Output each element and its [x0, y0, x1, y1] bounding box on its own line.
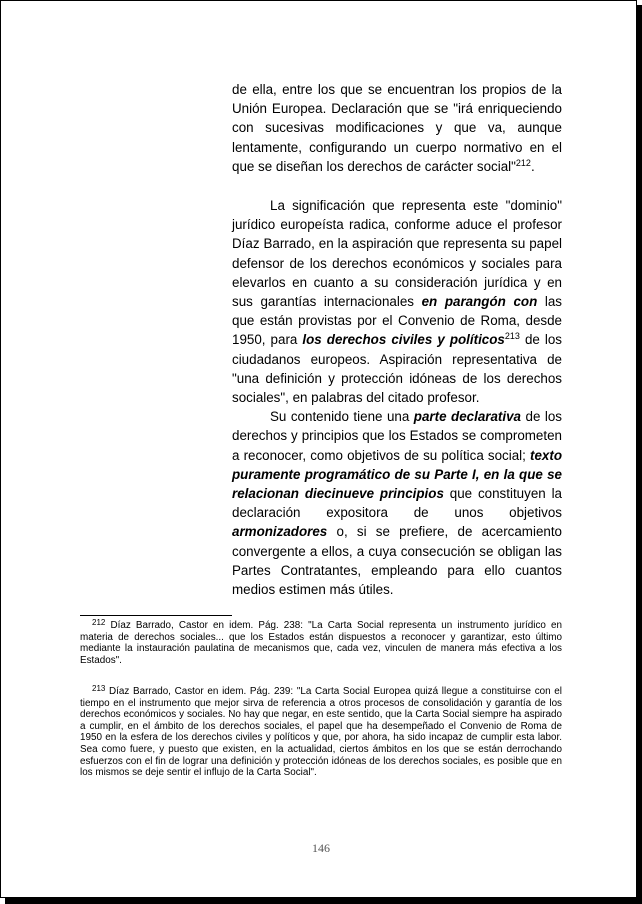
paragraph-3-text-3: que constituyen la declaración expositora de unos objetivos [232, 486, 562, 521]
paragraph-3-emphasis-1: parte declarativa [413, 409, 522, 425]
paragraph-3-emphasis-3: armonizadores [232, 524, 328, 540]
footnote-ref-213[interactable]: 213 [504, 331, 520, 342]
body-paragraph-1 [232, 80, 562, 176]
paragraph-2-text-2: las que están provistas por el Convenio de Roma, desde 1950, para [232, 294, 562, 348]
paragraph-3-text-1: Su contenido tiene una [270, 409, 414, 425]
footnote-number: 213 [92, 684, 106, 693]
page-number: 146 [312, 841, 330, 855]
paragraph-2-text-3: de los ciudadanos europeos. Aspiración representativa de "una definición y protección idóneas de los derechos sociales", en palabras del citado profesor. [232, 332, 562, 406]
paragraph-1-text: de ella, entre los que se encuentran los propios de la Unión Europea. Declaración que se "irá enriqueciendo con sucesivas modificaciones y que va, aunque lentamente, configurando un cuerpo normativo en el que se diseñan los derechos de carácter social" [232, 82, 562, 174]
paragraph-3-text-4: o, si se prefiere, de acercamiento convergente a ellos, a cuya consecución se obligan las Partes Contratantes, empleando para ello cuantos medios estimen más útiles. [232, 524, 562, 598]
footnote-213 [80, 686, 562, 779]
body-paragraphs-2-3 [232, 196, 562, 599]
paragraph-2-text-1: La significación que representa este "dominio" jurídico europeísta radica, conforme aduce el profesor Díaz Barrado, en la aspiración que representa su papel defensor de los derechos económicos y sociales para elevarlos en cuanto a su consideración jurídica y en sus garantías internacionales [232, 198, 562, 310]
footnote-212 [80, 620, 562, 666]
footnote-text: Díaz Barrado, Castor en idem. Pág. 239: "La Carta Social Europea quizá llegue a constituirse con el tiempo en el instrumento que mejor sirva de referencia a otros procesos de consolidación y garantía de los derechos económicos y sociales. No hay que negar, en este sentido, que la Carta Social siempre ha aspirado a cumplir, en el ámbito de los derechos sociales, el papel que ha desempeñado el Convenio de Roma de 1950 en la esfera de los derechos civiles y políticos y que, por ahora, ha sido incapaz de cumplir esta labor. Sea como fuere, y puesto que existen, en la actualidad, ciertos ámbitos en los que se están derrochando esfuerzos con el fin de lograr una definición y protección idóneas de los derechos sociales, es posible que en los mismos se deje sentir el influjo de la Carta Social". [80, 686, 562, 779]
paragraph-1-end: . [530, 158, 535, 174]
footnote-text: Díaz Barrado, Castor en idem. Pág. 238: "La Carta Social representa un instrumento jurídico en materia de derechos sociales... que los Estados están dispuestos a reconocer y garantizar, esto último mediante la instauración paulatina de mecanismos que, cada vez, vinculen de manera más efectiva a los Estados". [80, 620, 562, 666]
footnote-number: 212 [92, 618, 106, 627]
body-paragraph-3 [232, 407, 562, 599]
paragraph-2-emphasis-2: los derechos civiles y políticos [302, 332, 505, 348]
body-paragraph-2 [232, 196, 562, 407]
paragraph-3-text-2: de los derechos y principios que los Estados se comprometen a reconocer, como objetivos de su política social; [232, 409, 563, 463]
page-shadow-right [637, 5, 642, 904]
page-shadow-bottom [5, 898, 642, 904]
footnote-ref-212[interactable]: 212 [515, 157, 531, 168]
paragraph-2-emphasis-1: en parangón con [421, 294, 538, 310]
paragraph-3-emphasis-2: texto puramente programático de su Parte I, en la que se relacionan diecinueve principios [232, 447, 562, 502]
footnote-separator [80, 615, 232, 616]
